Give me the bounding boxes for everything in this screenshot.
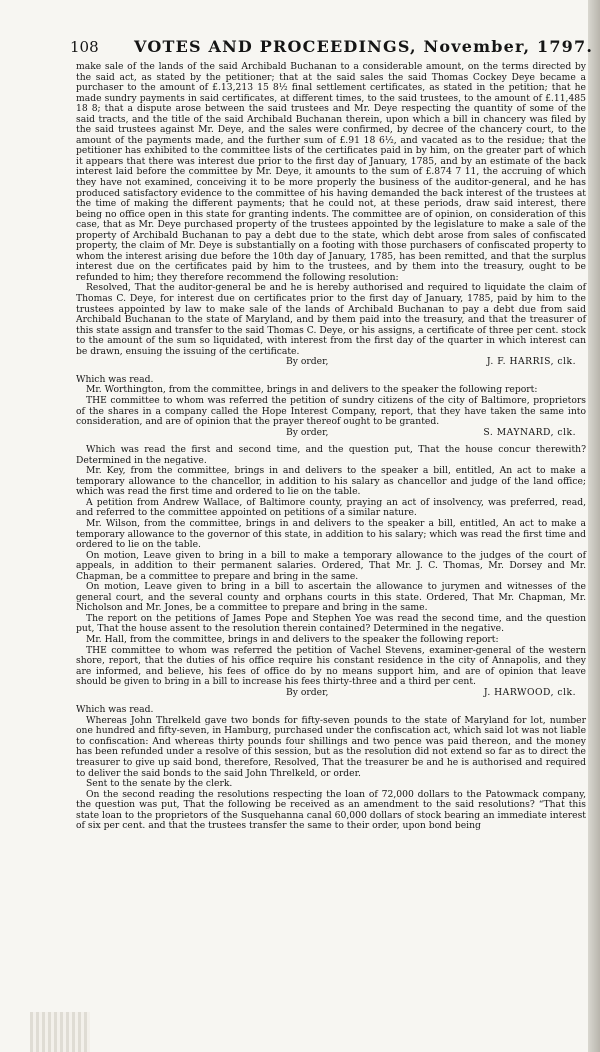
signature-by-order: By order, [286,356,329,368]
paragraph-wilson-bill: Mr. Wilson, from the committee, brings in and delivers to the speaker a bill, entitled, An act to make a temporary allowance to the governor of this state, in addition to his salary; which was read the first time and ordered to lie on the table. [76,517,586,551]
paragraph-threlkeld: Whereas John Threlkeld gave two bonds for fifty-seven pounds to the state of Maryland for lot, number one hundred and fifty-seven, in Hamburg, purchased under the confiscation act, which said lot was not liable to confiscation: And whereas thirty pounds four shillings and two pence was paid thereon, and the money has been refunded under a resolve of this session, but as the resolution did not extend so far as to direct the treasurer to give up said bond, therefore, Resolved, That the treasurer be and he is authorised and required to deliver the said bonds to the said John Threlkeld, or order. [76,714,586,779]
paragraph-key-bill: Mr. Key, from the committee, brings in and delivers to the speaker a bill, entitled, An act to make a temporary allowance to the chancellor, in addition to his salary as chancellor and judge of the land office; which was read the first time and ordered to lie on the table. [76,465,586,498]
page-gutter [588,0,600,1052]
paragraph-pope-yoe-report: The report on the petitions of James Pope and Stephen Yoe was read the second time, and the question put, That the house assent to the resolution therein contained? Determined in the negative. [76,612,586,635]
running-title: VOTES AND PROCEEDINGS, November, 1797. [134,37,594,56]
paragraph-which-was-read: Which was read. [76,704,154,716]
paragraph-stevens-report: THE committee to whom was referred the petition of Vachel Stevens, examiner-general of the western shore, report, that the duties of his office require his constant residence in the city of Annapolis, and they are informed, and believe, his fees of office do by no means support him, and are of opinion that leave should be given to bring in a bill to increase his fees thirty-three and a third per cent. [76,644,586,688]
paragraph-hall-report: Mr. Hall, from the committee, brings in and delivers to the speaker the following report: [86,633,499,645]
paragraph-jurymen-motion: On motion, Leave given to bring in a bill to ascertain the allowance to jurymen and witnesses of the general court, and the several county and orphans courts in this state. Ordered, That Mr. Chapman, Mr. Nicholson and Mr. Jones, be a committee to prepare and bring in the same. [76,581,586,614]
page-header [70,37,594,57]
signature-clerk: J. F. HARRIS, clk. [486,356,576,368]
page-body [76,62,586,832]
paragraph-resolution: Resolved, That the auditor-general be and he is hereby authorised and required to liquidate the claim of Thomas C. Deye, for interest due on certificates prior to the first day of January, 1785, paid by him to the trustees appointed by law to make sale of the lands of Archibald Buchanan to pay a debt due from said Archibald Buchanan to the state of Maryland, and by them paid into the treasury, and that the treasurer of this state assign and transfer to the said Thomas C. Deye, or his assigns, a certificate of three per cent. stock to the amount of the sum so liquidated, with interest from the first day of the quarter in which interest can be drawn, ensuing the issuing of the certificate. [76,282,586,357]
binding-edge [30,1012,90,1052]
paragraph-judges-motion: On motion, Leave given to bring in a bill to make a temporary allowance to the judges of the court of appeals, in addition to their permanent salaries. Ordered, That Mr. J. C. Thomas, Mr. Dorsey and Mr. Chapman, be a committee to prepare and bring in the same. [76,549,586,582]
paragraph-which-was-read: Which was read. [76,373,154,385]
paragraph-hope-interest: THE committee to whom was referred the petition of sundry citizens of the city of Baltimore, proprietors of the shares in a company called the Hope Interest Company, report, that they have taken the same into consideration, and are of opinion that the prayer thereof ought to be granted. [76,394,586,428]
paragraph-patowmack-loan: On the second reading the resolutions respecting the loan of 72,000 dollars to the Patowmack company, the question was put, That the following be received as an amendment to the said resolutions? “That this state loan to the proprietors of the Susquehanna canal 60,000 dollars of stock bearing an immediate interest of six per cent. and that the trustees transfer the same to their order, upon bond being [76,788,586,832]
signature-by-order: By order, [286,426,329,438]
paragraph-sent-to-senate: Sent to the senate by the clerk. [86,778,233,790]
paragraph-committee-report: make sale of the lands of the said Archibald Buchanan to a considerable amount, on the terms directed by the said act, as stated by the petitioner; that at the said sales the said Thomas Cockey Deye became a purchaser to the amount of £.13,213 15 8½ final settlement certificates, as stated in the petition; that he made sundry payments in said certificates, at different times, to the said trustees, to the amount of £.11,485 18 8; that a dispute arose between the said trustees and Mr. Deye respecting the quantity of some of the said tracts, and the title of the said Archibald Buchanan therein, upon which a bill in chancery was filed by the said trustees against Mr. Deye, and the sales were confirmed, by decree of the chancery court, to the amount of the payments made, and the further sum of £.91 18 6½, and vacated as to the residue; that the petitioner has exhibited to the committee lists of the certificates paid in by him, on the greater part of which it appears that there was interest due prior to the first day of January, 1785, and by an estimate of the back interest laid before the committee by Mr. Deye, it amounts to the sum of £.874 7 11, the accruing of which they have not examined, conceiving it to be more properly the business of the auditor-general, and he has produced satisfactory evidence to the committee of his having demanded the back interest of the trustees at the time of making the different payments; that he could not, at these periods, draw said interest, there being no office open in this state for granting indents. The committee are of opinion, on consideration of this case, that as Mr. Deye purchased property of the trustees appointed by the legislature to make a sale of the property of Archibald Buchanan to pay a debt due to the state, which debt arose from sales of confiscated property, the claim of Mr. Deye is substantially on a footing with those purchasers of confiscated property to whom the interest arising due before the 10th day of January, 1785, has been remitted, and that the surplus interest due on the certificates paid by him to the trustees, and by them into the treasury, ought to be refunded to him; they therefore recommend the following resolution: [76,61,586,283]
signature-line [76,688,586,699]
paragraph-question-put: Which was read the first and second time, and the question put, That the house concur therewith? Determined in the negative. [76,444,586,466]
signature-clerk: S. MAYNARD, clk. [483,426,576,438]
page-number: 108 [70,38,99,56]
signature-by-order: By order, [286,686,329,698]
signature-line [76,357,586,368]
signature-line [76,428,586,439]
paragraph-wallace-petition: A petition from Andrew Wallace, of Baltimore county, praying an act of insolvency, was preferred, read, and referred to the committee appointed on petitions of a similar nature. [76,496,586,519]
signature-clerk: J. HARWOOD, clk. [483,686,576,698]
paragraph-worthington: Mr. Worthington, from the committee, brings in and delivers to the speaker the following report: [86,384,538,396]
